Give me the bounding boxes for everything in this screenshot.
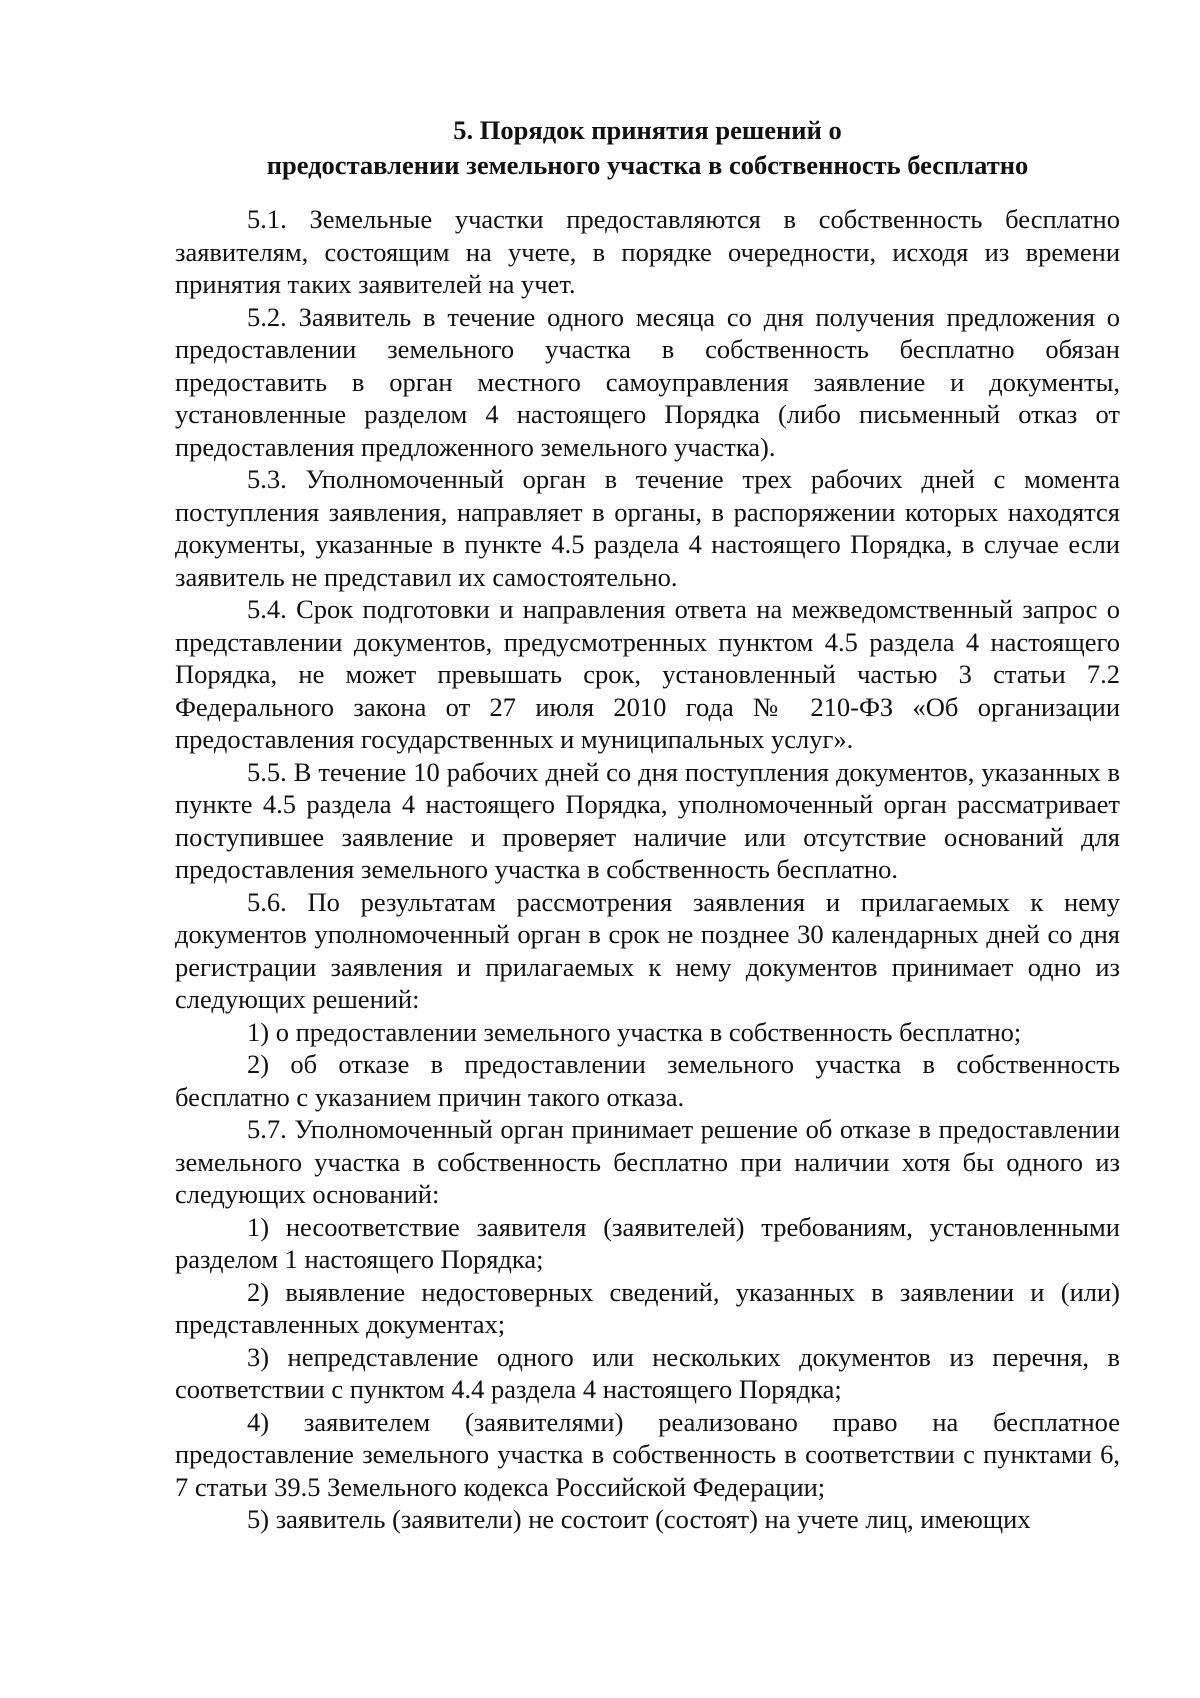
list-item-5-7-2: 2) выявление недостоверных сведений, указанных в заявлении и (или) представленных документах; xyxy=(175,1276,1120,1339)
paragraph-5-1: 5.1. Земельные участки предоставляются в собственность бесплатно заявителям, состоящим на учете, в порядке очередности, исходя из времени принятия таких заявителей на учет. xyxy=(175,204,1120,299)
document-body xyxy=(175,203,1120,1536)
list-item-5-6-1: 1) о предоставлении земельного участка в собственность бесплатно; xyxy=(247,1016,1022,1047)
list-item-5-7-3: 3) непредставление одного или нескольких документов из перечня, в соответствии с пунктом 4.4 раздела 4 настоящего Порядка; xyxy=(175,1341,1120,1404)
section-heading-line-1: 5. Порядок принятия решений о xyxy=(453,115,842,145)
paragraph-5-3: 5.3. Уполномоченный орган в течение трех рабочих дней с момента поступления заявления, направляет в органы, в распоряжении которых находятся документы, указанные в пункте 4.5 раздела 4 настоящего Порядка, в случае если заявитель не представил их самостоятельно. xyxy=(175,464,1120,592)
paragraph-5-6: 5.6. По результатам рассмотрения заявления и прилагаемых к нему документов уполномоченный орган в срок не позднее 30 календарных дней со дня регистрации заявления и прилагаемых к нему документов принимает одно из следующих решений: xyxy=(175,886,1120,1014)
paragraph-5-2: 5.2. Заявитель в течение одного месяца со дня получения предложения о предоставлении земельного участка в собственность бесплатно обязан предоставить в орган местного самоуправления заявление и документы, установленные разделом 4 настоящего Порядка (либо письменный отказ от предоставления предложенного земельного участка). xyxy=(175,301,1120,462)
list-item-5-7-4: 4) заявителем (заявителями) реализовано право на бесплатное предоставление земельного участка в собственность в соответствии с пунктами 6, 7 статьи 39.5 Земельного кодекса Российской Федерации; xyxy=(175,1406,1120,1502)
paragraph-5-4: 5.4. Срок подготовки и направления ответа на межведомственный запрос о представлении документов, предусмотренных пунктом 4.5 раздела 4 настоящего Порядка, не может превышать срок, установленный частью 3 статьи 7.2 Федерального закона от 27 июля 2010 года № 210-ФЗ «Об организации предоставления государственных и муниципальных услуг». xyxy=(175,594,1120,754)
paragraph-5-7: 5.7. Уполномоченный орган принимает решение об отказе в предоставлении земельного участка в собственность бесплатно при наличии хотя бы одного из следующих оснований: xyxy=(175,1114,1120,1209)
section-heading-line-2: предоставлении земельного участка в собственность бесплатно xyxy=(266,150,1029,180)
section-heading xyxy=(175,113,1120,183)
list-item-5-7-1: 1) несоответствие заявителя (заявителей) требованиям, установленными разделом 1 настоящего Порядка; xyxy=(175,1211,1120,1274)
paragraph-5-5: 5.5. В течение 10 рабочих дней со дня поступления документов, указанных в пункте 4.5 раздела 4 настоящего Порядка, уполномоченный орган рассматривает поступившее заявление и проверяет наличие или отсутствие оснований для предоставления земельного участка в собственность бесплатно. xyxy=(175,756,1120,884)
list-item-5-7-5: 5) заявитель (заявители) не состоит (состоят) на учете лиц, имеющих xyxy=(247,1504,1031,1534)
list-item-5-6-2: 2) об отказе в предоставлении земельного участка в собственность бесплатно с указанием причин такого отказа. xyxy=(175,1049,1120,1112)
